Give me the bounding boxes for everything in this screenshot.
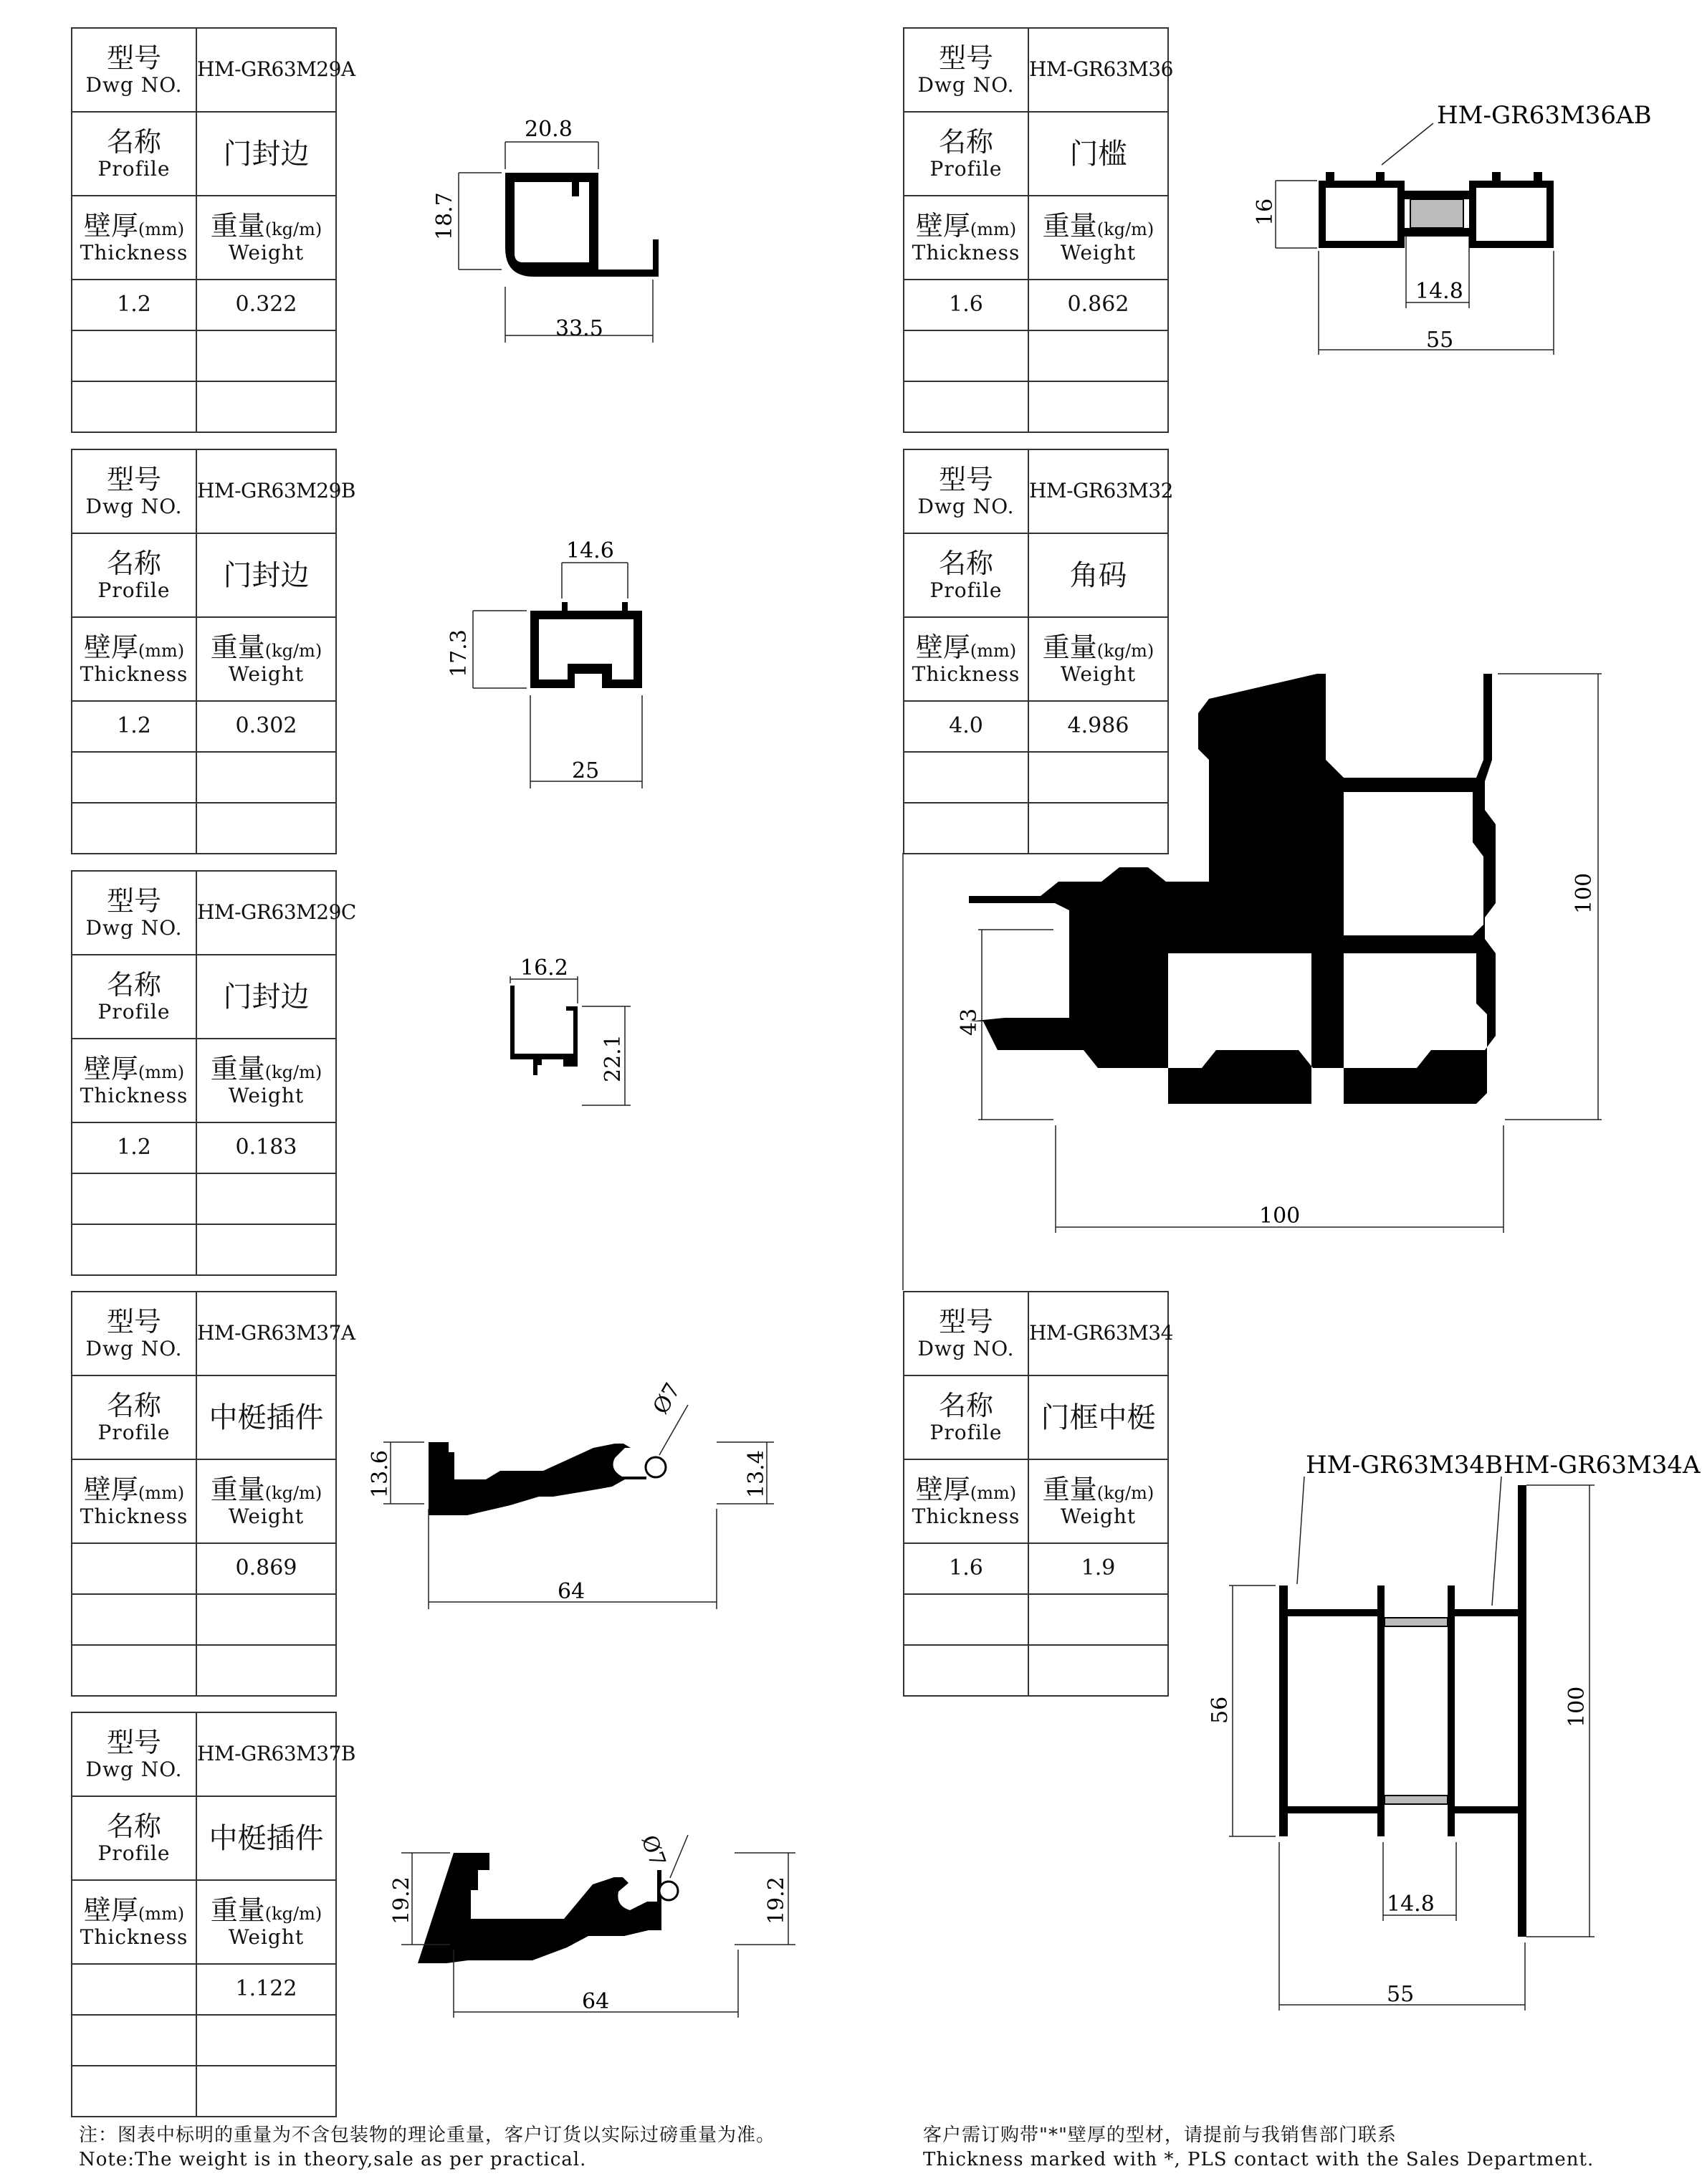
dwg-number: HM-GR63M36 [1028,28,1168,112]
weight-value: 1.122 [196,1964,336,2015]
spec-table-m37a: 型号 Dwg NO. HM-GR63M37A 名称 Profile 中梃插件 壁厚(mm) Thickness 重量(kg/m) Weight 0.869 [71,1291,337,1697]
spec-table-m32: 型号 Dwg NO. HM-GR63M32 名称 Profile 角码 壁厚(mm) Thickness 重量(kg/m) Weight 4.0 4.986 [903,449,1169,854]
part-tag: HM-GR63M34A [1503,1451,1701,1479]
dim-label: 20.8 [525,117,573,142]
profile-name: 角码 [1028,533,1168,617]
drawing-m29b [446,538,642,788]
dwg-number: HM-GR63M32 [1028,449,1168,533]
dwg-number: HM-GR63M37B [196,1712,336,1796]
drawing-m29a [432,117,659,343]
dwg-number: HM-GR63M37A [196,1292,336,1375]
dim-label: 100 [1572,872,1597,914]
dwg-number: HM-GR63M29B [196,449,336,533]
spec-table-m29c: 型号 Dwg NO. HM-GR63M29C 名称 Profile 门封边 壁厚(mm) Thickness 重量(kg/m) Weight 1.2 0.183 [71,870,337,1276]
drawing-m32 [957,674,1602,1233]
dim-label: 33.5 [555,316,603,341]
note-right-zh: 客户需订购带"*"壁厚的型材，请提前与我销售部门联系 [923,2125,1397,2146]
thickness-value: 1.2 [72,701,196,752]
spec-table-m34: 型号 Dwg NO. HM-GR63M34 名称 Profile 门框中梃 壁厚(mm) Thickness 重量(kg/m) Weight 1.6 1.9 [903,1291,1169,1697]
thickness-value: 1.2 [72,1122,196,1173]
dim-label: 13.4 [744,1450,769,1498]
weight-value: 0.183 [196,1122,336,1173]
dim-label: 14.8 [1415,279,1463,304]
note-left-zh: 注：图表中标明的重量为不含包装物的理论重量，客户订货以实际过磅重量为准。 [79,2125,776,2146]
dim-label: 64 [558,1579,585,1604]
dim-label: 100 [1564,1686,1589,1727]
dim-label: 19.2 [764,1877,789,1925]
thickness-value: 1.2 [72,280,196,330]
dim-label: 56 [1208,1696,1233,1724]
profile-name: 门封边 [196,112,336,196]
note-left-en: Note:The weight is in theory,sale as per practical. [79,2149,587,2170]
thickness-value: 1.6 [904,280,1028,330]
profile-name: 中梃插件 [196,1375,336,1459]
dwg-number: HM-GR63M29C [196,871,336,955]
dim-label: 13.6 [368,1450,393,1498]
dim-label: Ø7 [636,1831,671,1870]
dim-label: 14.8 [1387,1892,1435,1917]
profile-name: 门框中梃 [1028,1375,1168,1459]
dim-label: 17.3 [446,629,472,677]
weight-value: 0.302 [196,701,336,752]
drawing-m36 [1253,101,1652,355]
weight-value: 0.862 [1028,280,1168,330]
dim-label: 25 [572,758,600,783]
spec-table-m37b: 型号 Dwg NO. HM-GR63M37B 名称 Profile 中梃插件 壁厚(mm) Thickness 重量(kg/m) Weight 1.122 [71,1712,337,2117]
drawing-m37b [389,1832,795,2018]
dim-label: Ø7 [648,1378,686,1418]
part-tag: HM-GR63M36AB [1437,101,1652,130]
drawing-m29c [510,955,631,1105]
profile-name: 中梃插件 [196,1796,336,1880]
drawing-m37a [368,1379,774,1609]
thickness-value: 4.0 [904,701,1028,752]
spec-table-m29b: 型号 Dwg NO. HM-GR63M29B 名称 Profile 门封边 壁厚(mm) Thickness 重量(kg/m) Weight 1.2 0.302 [71,449,337,854]
dim-label: 14.6 [566,538,614,563]
profile-name: 门封边 [196,533,336,617]
profile-name: 门封边 [196,955,336,1039]
drawing-m34 [1208,1451,1701,2011]
dim-label: 18.7 [432,192,457,240]
dim-label: 16.2 [520,955,568,981]
dwg-number: HM-GR63M29A [196,28,336,112]
spec-table-m36: 型号 Dwg NO. HM-GR63M36 名称 Profile 门槛 壁厚(mm) Thickness 重量(kg/m) Weight 1.6 0.862 [903,27,1169,433]
dim-label: 19.2 [389,1877,414,1925]
dim-label: 16 [1253,198,1278,226]
weight-value: 0.322 [196,280,336,330]
dim-label: 100 [1259,1203,1301,1229]
dwg-number: HM-GR63M34 [1028,1292,1168,1375]
weight-value: 1.9 [1028,1543,1168,1594]
dim-label: 55 [1426,328,1454,353]
thickness-value: 1.6 [904,1543,1028,1594]
note-right-en: Thickness marked with *, PLS contact with the Sales Department. [923,2149,1595,2170]
dim-label: 43 [957,1008,982,1036]
dim-label: 22.1 [601,1034,626,1082]
spec-table-m29a: 型号 Dwg NO. HM-GR63M29A 名称 Profile 门封边 壁厚(mm) Thickness 重量(kg/m) Weight 1.2 0.322 [71,27,337,433]
dim-label: 64 [582,1989,610,2014]
profile-name: 门槛 [1028,112,1168,196]
weight-value: 4.986 [1028,701,1168,752]
dim-label: 55 [1387,1982,1415,2007]
part-tag: HM-GR63M34B [1306,1451,1503,1479]
weight-value: 0.869 [196,1543,336,1594]
